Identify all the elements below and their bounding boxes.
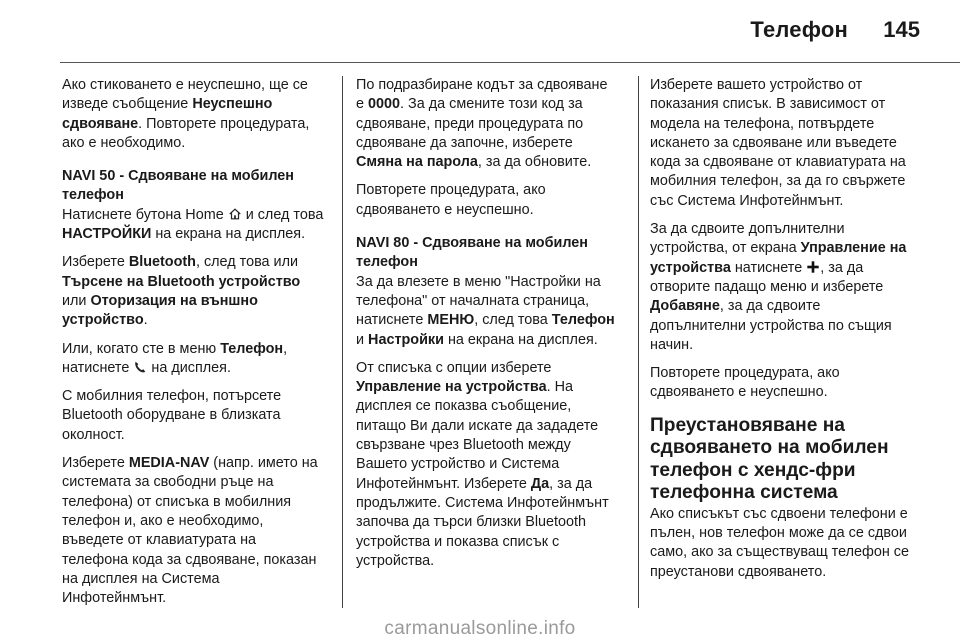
section-heading: Преустановяване на сдвояването на мобилен телефон с хендс-фри телефонна система	[650, 414, 889, 504]
column-divider	[342, 76, 343, 608]
phone-handset-icon	[133, 360, 147, 374]
paragraph: Натиснете бутона Home и след това НАСТРОЙКИ на екрана на дисплея.	[62, 206, 324, 243]
column-3	[650, 76, 912, 591]
paragraph: Повторете процедурата, ако сдвояването е неуспешно.	[650, 365, 840, 401]
paragraph: Или, когато сте в меню Телефон, натиснете на дисплея.	[62, 340, 288, 376]
paragraph: От списъка с опции изберете Управление на устройства. На дисплея се показва съобщение, питащо Ви дали искате да зададете свързване чрез Bluetooth между Вашето устройство и Система Инфотейнмънт. Изберете Да, за да продължите. Система Инфотейнмънт започва да търси близки Bluetooth устройства и показва списък с устройства.	[356, 359, 609, 569]
paragraph: Ако списъкът със сдвоени телефони е пълен, нов телефон може да се сдвои само, ако за съществуващ телефон се преустанови сдвояването.	[650, 505, 910, 580]
column-divider	[638, 76, 639, 608]
column-1	[62, 76, 324, 617]
paragraph: Изберете Bluetooth, след това или Търсене на Bluetooth устройство или Оторизация на външно устройство.	[62, 254, 301, 329]
header-rule	[60, 62, 960, 63]
page-header	[0, 0, 960, 60]
paragraph: По подразбиране кодът за сдвояване е 0000. За да смените този код за сдвояване, преди процедурата по сдвояване да започне, изберете Смяна на парола, за да обновите.	[356, 77, 608, 171]
paragraph: С мобилния телефон, потърсете Bluetooth оборудване в близката околност.	[62, 388, 282, 443]
paragraph: Изберете вашето устройство от показания списък. В зависимост от модела на телефона, потвърдете искането за сдвояване или въведете кода за сдвояване от клавиатурата на мобилния телефон, за да го свържете със Система Инфотейнмънт.	[650, 77, 906, 209]
column-2	[356, 76, 618, 580]
plus-icon	[806, 260, 820, 274]
page-number: 145	[883, 17, 920, 42]
watermark: carmanualsonline.info	[384, 618, 576, 639]
paragraph: За да сдвоите допълнителни устройства, от екрана Управление на устройства натиснете , за да отворите падащо меню и изберете Добавяне, за да сдвоите допълнителни устройства по същия начин.	[650, 221, 907, 353]
paragraph: Ако стиковането е неуспешно, ще се изведе съобщение Неуспешно сдвояване. Повторете процедурата, ако е необходимо.	[62, 77, 310, 151]
page-title: Телефон	[750, 17, 848, 42]
paragraph: Повторете процедурата, ако сдвояването е неуспешно.	[356, 182, 546, 218]
navi80-heading: NAVI 80 - Сдвояване на мобилен телефон	[356, 235, 588, 271]
home-icon	[228, 207, 242, 221]
paragraph: Изберете MEDIA-NAV (напр. името на системата за свободни ръце на телефона) от списъка в мобилния телефон и, ако е необходимо, въведете от клавиатурата на телефона кода за сдвояване, показан на дисплея на Система Инфотейнмънт.	[62, 455, 318, 607]
paragraph: За да влезете в меню "Настройки на телефона" от началната страница, натиснете МЕНЮ, след това Телефон и Настройки на екрана на дисплея.	[356, 273, 615, 348]
navi50-heading: NAVI 50 - Сдвояване на мобилен телефон	[62, 168, 294, 204]
